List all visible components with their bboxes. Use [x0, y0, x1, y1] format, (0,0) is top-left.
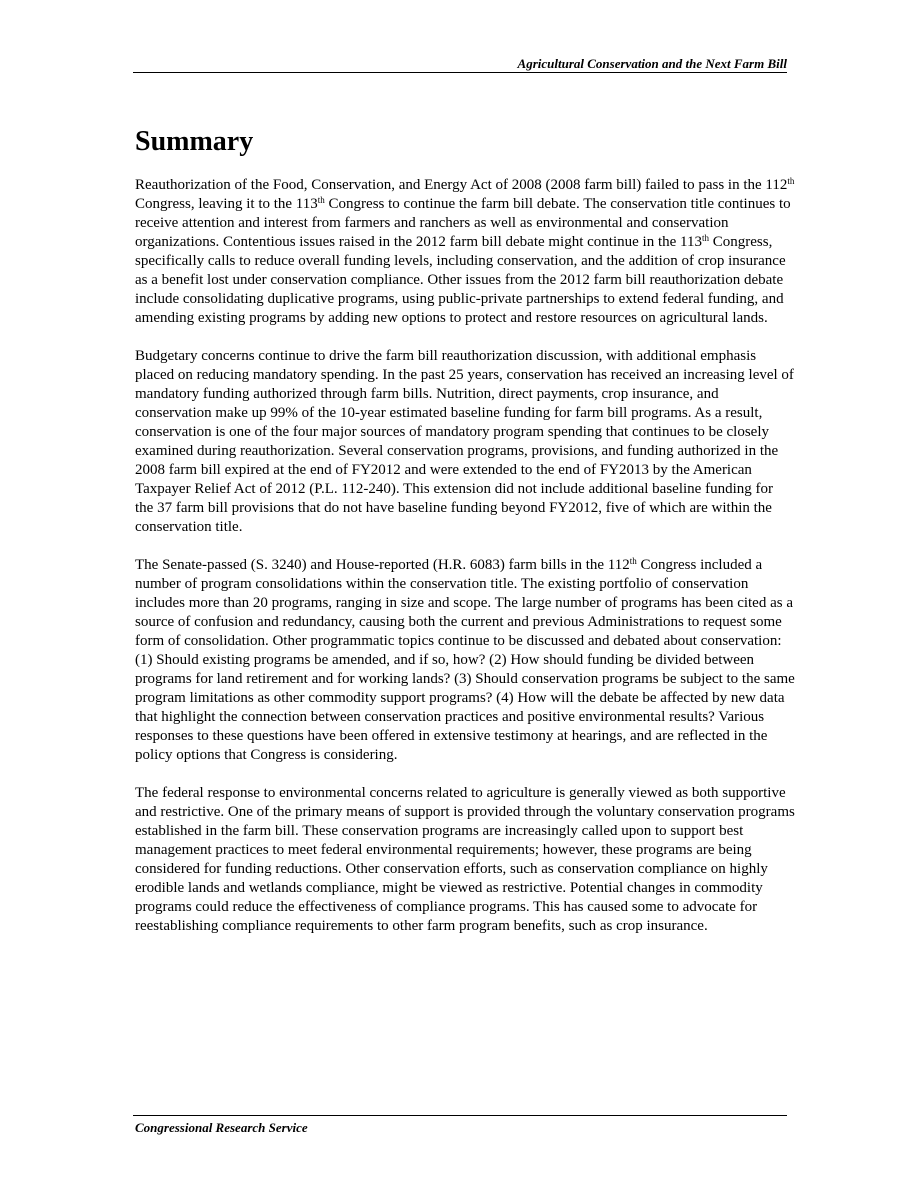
paragraph-1: Reauthorization of the Food, Conservation, and Energy Act of 2008 (2008 farm bill) failed to pass in the 112th Congress, leaving it to the 113th Congress to continue the farm bill debate. The conservation title continues to receive attention and interest from farmers and ranchers as well as environmental and conservation organizations. Contentious issues raised in the 2012 farm bill debate might continue in the 113th Congress, specifically calls to reduce overall funding levels, including conservation, and the addition of crop insurance as a benefit lost under conservation compliance. Other issues from the 2012 farm bill reauthorization debate include consolidating duplicative programs, using public-private partnerships to extend federal funding, and amending existing programs by adding new options to protect and restore resources on agricultural lands.: [135, 176, 795, 326]
footer-divider: [133, 1115, 787, 1116]
ordinal-suffix: th: [317, 195, 325, 205]
paragraph-2: Budgetary concerns continue to drive the farm bill reauthorization discussion, with additional emphasis placed on reducing mandatory spending. In the past 25 years, conservation has received an increasing level of mandatory funding authorized through farm bills. Nutrition, direct payments, crop insurance, and conservation make up 99% of the 10-year estimated baseline funding for farm bill programs. As a result, conservation is one of the four major sources of mandatory program spending that continues to be closely examined during reauthorization. Several conservation programs, provisions, and funding authorized in the 2008 farm bill expired at the end of FY2012 and were extended to the end of FY2013 by the American Taxpayer Relief Act of 2012 (P.L. 112-240). This extension did not include additional baseline funding for the 37 farm bill provisions that do not have baseline funding beyond FY2012, five of which are within the conservation title.: [135, 348, 794, 535]
ordinal-suffix: th: [701, 233, 709, 243]
footer-source: Congressional Research Service: [135, 1120, 308, 1135]
ordinal-suffix: th: [629, 556, 637, 566]
running-header: Agricultural Conservation and the Next Farm Bill: [517, 56, 787, 71]
paragraph-3: The Senate-passed (S. 3240) and House-reported (H.R. 6083) farm bills in the 112th Congress included a number of program consolidations within the conservation title. The existing portfolio of conservation includes more than 20 programs, ranging in size and scope. The large number of programs has been cited as a source of confusion and redundancy, causing both the current and previous Administrations to request some form of consolidation. Other programmatic topics continue to be discussed and debated about conservation: (1) Should existing programs be amended, and if so, how? (2) How should funding be divided between programs for land retirement and for working lands? (3) Should conservation programs be subject to the same program limitations as other commodity support programs? (4) How will the debate be affected by new data that highlight the connection between conservation practices and positive environmental results? Various responses to these questions have been offered in extensive testimony at hearings, and are reflected in the policy options that Congress is considering.: [135, 556, 795, 763]
summary-body: [135, 176, 795, 955]
page-title: Summary: [135, 126, 254, 157]
header-divider: [133, 72, 787, 73]
ordinal-suffix: th: [787, 176, 795, 186]
paragraph-4: The federal response to environmental concerns related to agriculture is generally viewed as both supportive and restrictive. One of the primary means of support is provided through the voluntary conservation programs established in the farm bill. These conservation programs are increasingly called upon to support best management practices to meet federal environmental requirements; however, these programs are being considered for funding reductions. Other conservation efforts, such as conservation compliance on highly erodible lands and wetlands compliance, might be viewed as restrictive. Potential changes in commodity programs could reduce the effectiveness of compliance programs. This has caused some to advocate for reestablishing compliance requirements to other farm program benefits, such as crop insurance.: [135, 785, 795, 934]
